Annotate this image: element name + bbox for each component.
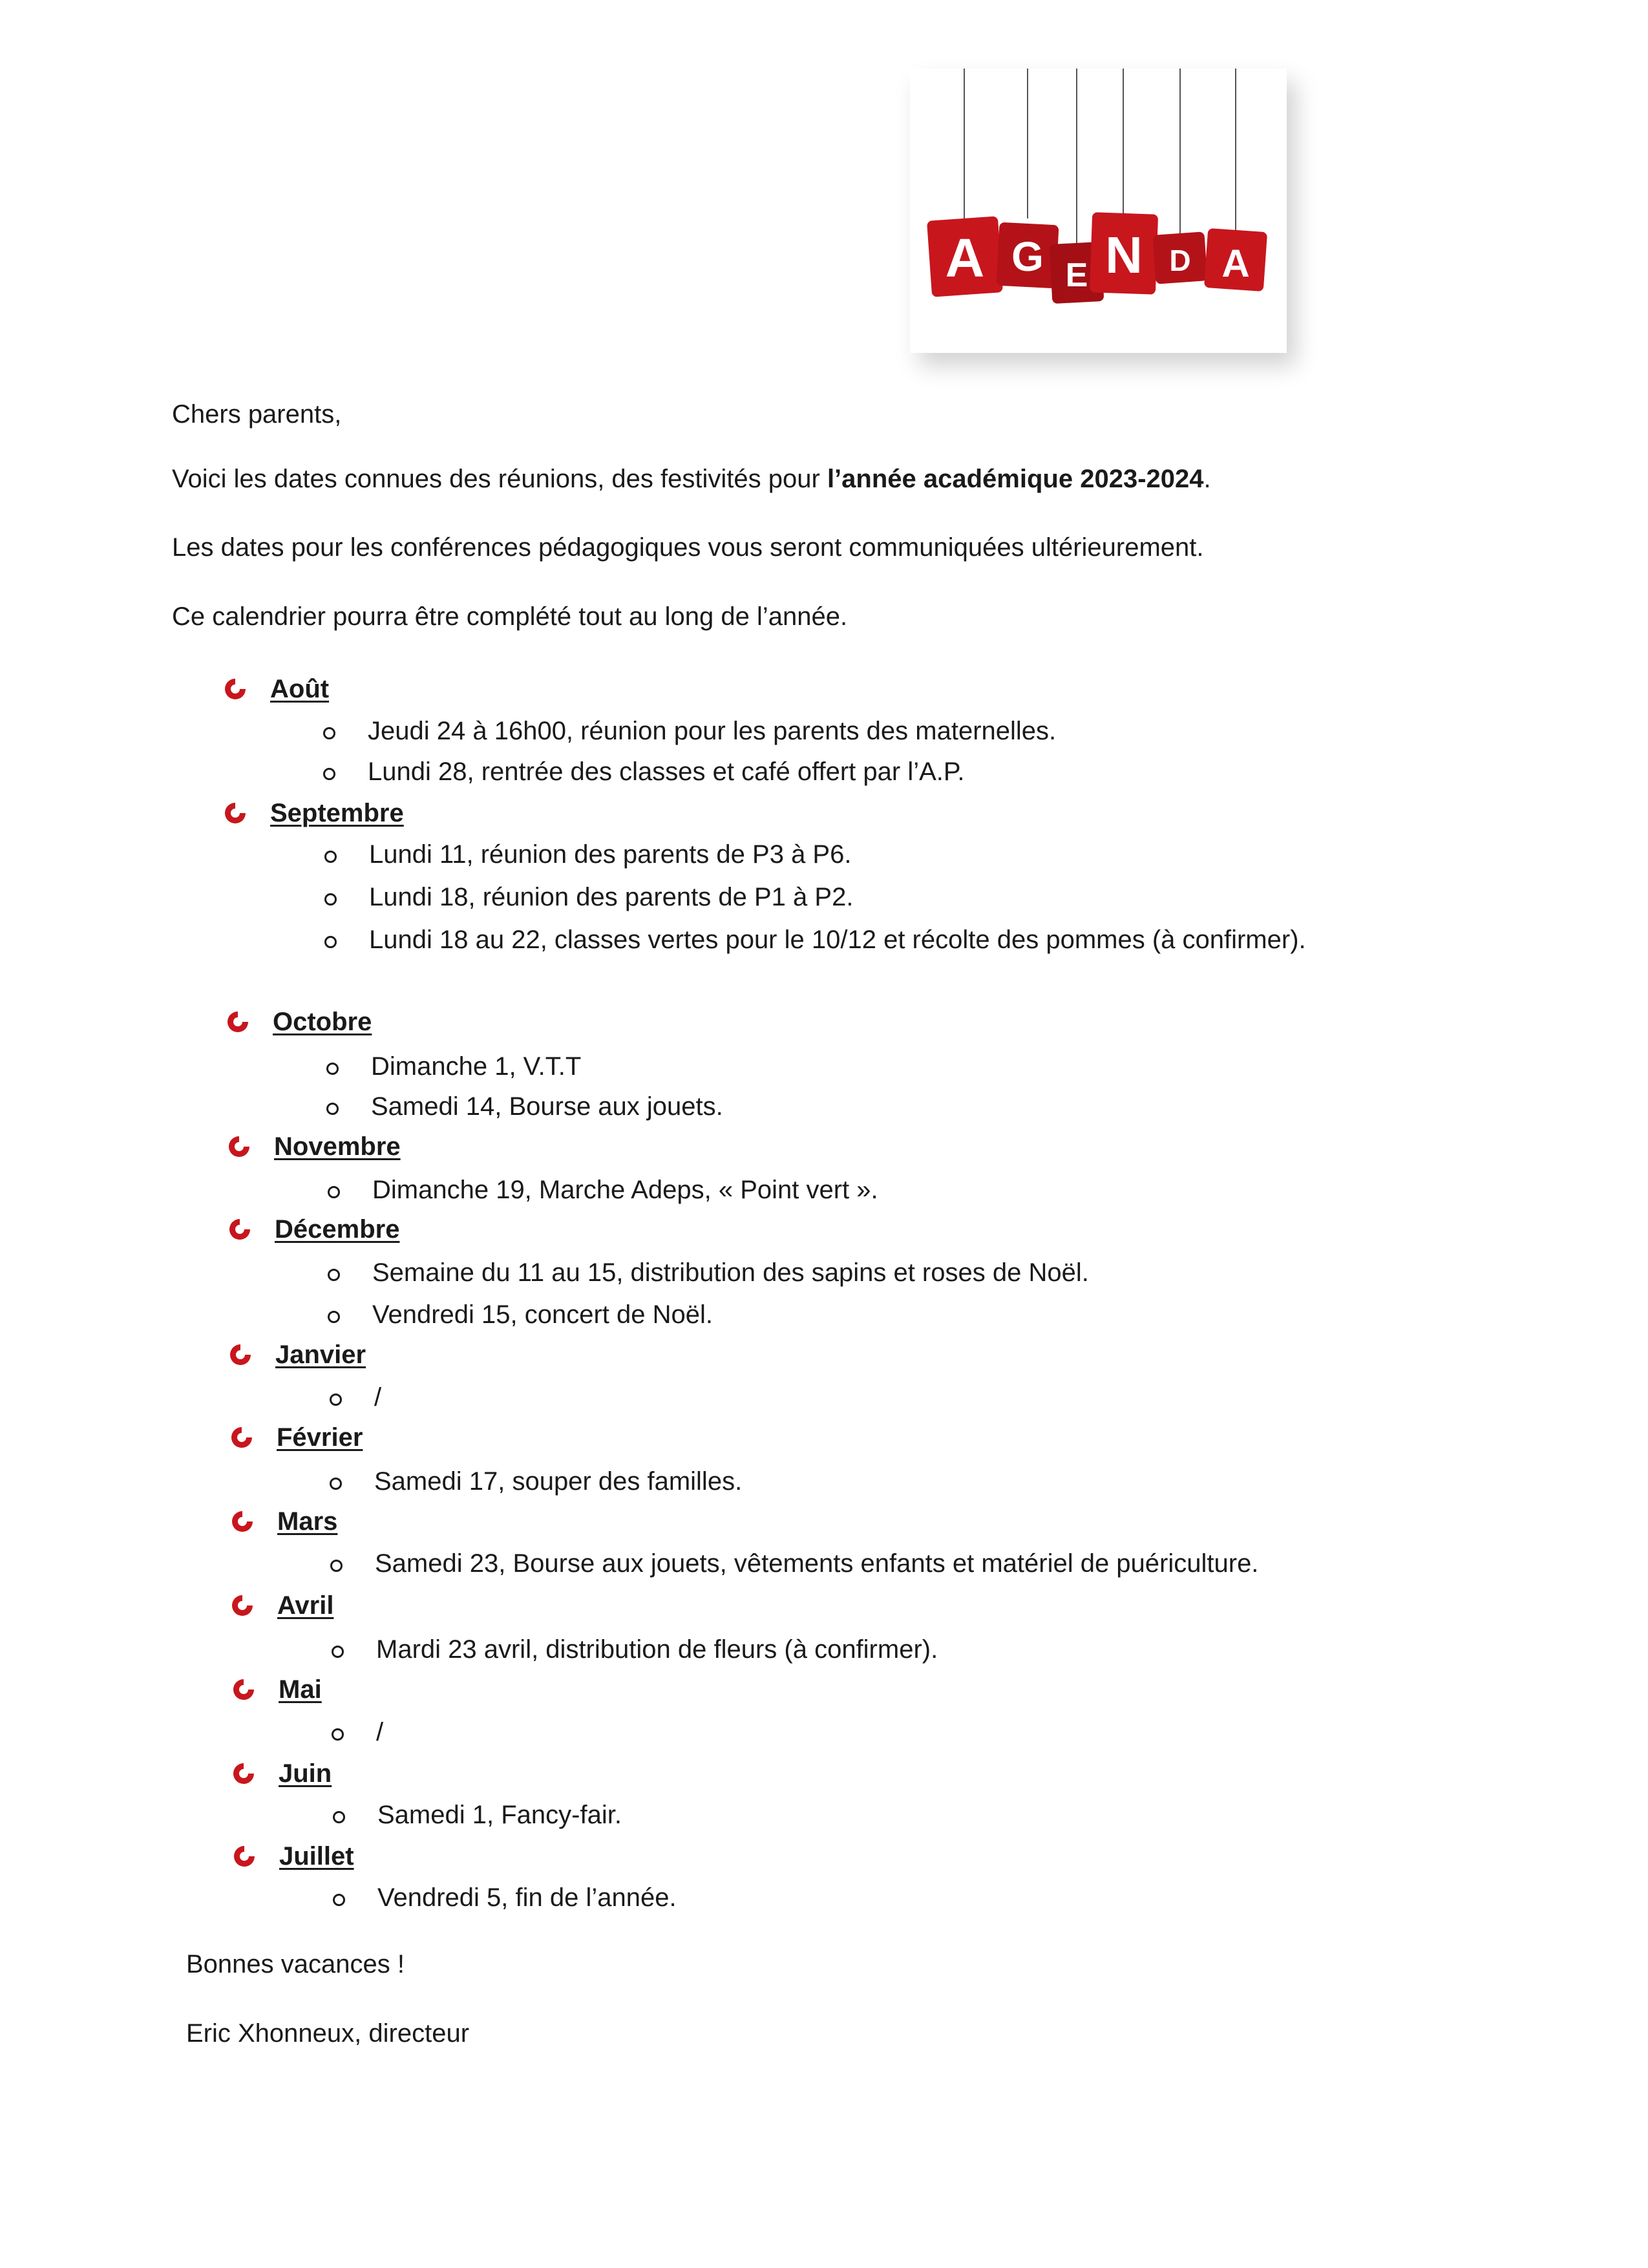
- agenda-letter: A: [1221, 242, 1250, 285]
- month-heading: [228, 1590, 333, 1621]
- circle-bullet-icon: [330, 1478, 342, 1490]
- intro-line-2: Les dates pour les conférences pédagogiques vous seront communiquées ultérieurement.: [172, 533, 1204, 562]
- month-heading: [229, 1674, 322, 1705]
- month-title: Octobre: [273, 1008, 372, 1036]
- month-heading: [227, 1422, 363, 1453]
- month-title: Novembre: [274, 1132, 401, 1161]
- circle-bullet-icon: [328, 1186, 340, 1198]
- list-item: [332, 1634, 938, 1665]
- circle-bullet-icon: [326, 1103, 339, 1115]
- list-item: [323, 715, 1056, 747]
- item-text: Vendredi 5, fin de l’année.: [377, 1883, 677, 1912]
- closing-wish: Bonnes vacances !: [186, 1950, 405, 1978]
- item-text: Dimanche 1, V.T.T: [371, 1052, 582, 1081]
- item-text: Samedi 1, Fancy-fair.: [377, 1801, 622, 1829]
- list-item: [324, 924, 1306, 955]
- circle-bullet-icon: [333, 1894, 345, 1906]
- swirl-bullet-icon: [226, 1215, 254, 1244]
- list-item: [330, 1548, 1258, 1579]
- swirl-bullet-icon: [227, 1423, 256, 1452]
- list-item: [333, 1882, 677, 1913]
- list-item: [324, 882, 853, 913]
- month-title: Février: [277, 1423, 363, 1452]
- list-item: [326, 1051, 581, 1082]
- month-heading: [221, 673, 329, 705]
- circle-bullet-icon: [326, 1063, 339, 1075]
- list-item: [332, 1717, 383, 1748]
- list-item: [328, 1299, 713, 1330]
- item-text: Samedi 17, souper des familles.: [374, 1467, 743, 1496]
- circle-bullet-icon: [330, 1394, 342, 1406]
- swirl-bullet-icon: [226, 1341, 255, 1369]
- month-title: Mai: [279, 1675, 322, 1704]
- circle-bullet-icon: [332, 1646, 344, 1658]
- month-heading: [229, 1758, 332, 1789]
- item-text: Lundi 18, réunion des parents de P1 à P2.: [369, 883, 854, 911]
- list-item: [328, 1257, 1089, 1288]
- agenda-letter: E: [1065, 257, 1088, 294]
- month-title: Décembre: [275, 1215, 400, 1244]
- item-text: /: [376, 1718, 384, 1746]
- swirl-bullet-icon: [221, 799, 249, 827]
- circle-bullet-icon: [328, 1269, 340, 1281]
- month-title: Juillet: [279, 1842, 354, 1871]
- month-title: Août: [270, 675, 330, 703]
- circle-bullet-icon: [324, 936, 337, 948]
- month-heading: [221, 798, 404, 829]
- agenda-letter: D: [1169, 244, 1191, 277]
- greeting: Chers parents,: [172, 400, 342, 429]
- circle-bullet-icon: [323, 727, 335, 739]
- item-text: Mardi 23 avril, distribution de fleurs (à confirmer).: [376, 1635, 938, 1664]
- circle-bullet-icon: [324, 851, 337, 863]
- circle-bullet-icon: [330, 1560, 343, 1572]
- item-text: /: [374, 1383, 382, 1412]
- intro-line-1-end: .: [1203, 465, 1211, 493]
- month-title: Avril: [277, 1591, 334, 1620]
- swirl-bullet-icon: [224, 1008, 252, 1036]
- list-item: [323, 756, 965, 787]
- swirl-bullet-icon: [229, 1759, 258, 1788]
- item-text: Vendredi 15, concert de Noël.: [372, 1300, 713, 1329]
- item-text: Dimanche 19, Marche Adeps, « Point vert ».: [372, 1176, 878, 1204]
- circle-bullet-icon: [332, 1728, 344, 1741]
- swirl-bullet-icon: [229, 1675, 258, 1704]
- month-heading: [226, 1339, 366, 1370]
- month-heading: [226, 1214, 399, 1245]
- intro-line-1-text: Voici les dates connues des réunions, des festivités pour: [172, 465, 827, 493]
- item-text: Jeudi 24 à 16h00, réunion pour les parents des maternelles.: [368, 717, 1057, 745]
- circle-bullet-icon: [333, 1811, 345, 1823]
- list-item: [330, 1382, 381, 1413]
- month-heading: [225, 1131, 401, 1162]
- list-item: [326, 1091, 723, 1122]
- item-text: Lundi 11, réunion des parents de P3 à P6.: [369, 840, 852, 869]
- month-title: Janvier: [275, 1341, 366, 1369]
- list-item: [324, 839, 851, 870]
- month-heading: [230, 1841, 354, 1872]
- list-item: [328, 1174, 878, 1205]
- swirl-bullet-icon: [228, 1507, 257, 1536]
- agenda-letter: G: [1011, 233, 1044, 280]
- month-heading: [224, 1006, 372, 1037]
- swirl-bullet-icon: [228, 1591, 257, 1620]
- month-title: Septembre: [270, 799, 404, 827]
- month-title: Mars: [277, 1507, 338, 1536]
- item-text: Lundi 18 au 22, classes vertes pour le 10/12 et récolte des pommes (à confirmer).: [369, 926, 1306, 954]
- month-heading: [228, 1506, 337, 1537]
- month-title: Juin: [279, 1759, 332, 1788]
- list-item: [333, 1799, 622, 1830]
- swirl-bullet-icon: [230, 1842, 259, 1871]
- agenda-logo: [910, 69, 1287, 353]
- circle-bullet-icon: [323, 768, 335, 780]
- swirl-bullet-icon: [221, 675, 249, 703]
- item-text: Samedi 23, Bourse aux jouets, vêtements enfants et matériel de puériculture.: [375, 1549, 1259, 1578]
- academic-year: l’année académique 2023-2024: [827, 465, 1204, 493]
- intro-line-3: Ce calendrier pourra être complété tout au long de l’année.: [172, 602, 848, 631]
- list-item: [330, 1466, 742, 1497]
- swirl-bullet-icon: [225, 1132, 253, 1161]
- circle-bullet-icon: [328, 1311, 340, 1323]
- agenda-logo-graphic: [910, 69, 1287, 353]
- circle-bullet-icon: [324, 893, 337, 906]
- item-text: Samedi 14, Bourse aux jouets.: [371, 1092, 723, 1121]
- agenda-letter: N: [1105, 226, 1143, 284]
- item-text: Lundi 28, rentrée des classes et café offert par l’A.P.: [368, 758, 965, 786]
- signature: Eric Xhonneux, directeur: [186, 2019, 470, 2048]
- item-text: Semaine du 11 au 15, distribution des sapins et roses de Noël.: [372, 1258, 1089, 1287]
- agenda-letter: A: [945, 228, 985, 288]
- intro-line-1: [172, 463, 1211, 494]
